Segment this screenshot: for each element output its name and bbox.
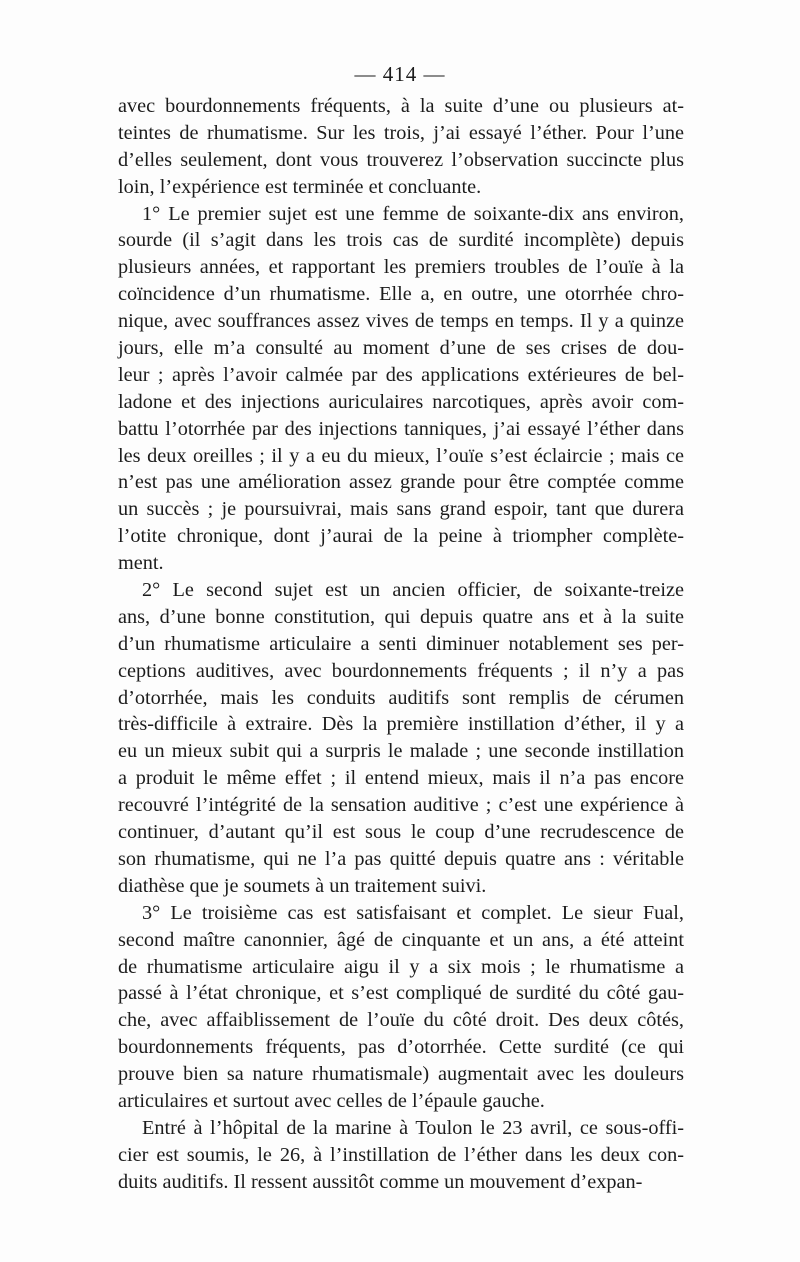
text-line: sourde (il s’agit dans les trois cas de surdité incomplète) depuis bbox=[118, 229, 684, 252]
text-line: nique, avec souffrances assez vives de temps en temps. Il y a quinze bbox=[118, 310, 684, 333]
paragraph bbox=[118, 1115, 684, 1196]
text-line: ment. bbox=[118, 552, 164, 575]
text-line: avec bourdonnements fréquents, à la suite d’une ou plusieurs at- bbox=[118, 95, 684, 117]
text-line: ans, d’une bonne constitution, qui depuis quatre ans et à la suite bbox=[118, 605, 684, 628]
text-line: recouvré l’intégrité de la sensation auditive ; c’est une expérience à bbox=[118, 794, 684, 817]
text-line: les deux oreilles ; il y a eu du mieux, l’ouïe s’est éclaircie ; mais ce bbox=[118, 444, 684, 467]
text-line: loin, l’expérience est terminée et concluante. bbox=[118, 175, 482, 198]
text-line: l’otite chronique, dont j’aurai de la peine à triompher complète- bbox=[118, 525, 684, 548]
text-line: articulaires et surtout avec celles de l’épaule gauche. bbox=[118, 1089, 545, 1112]
text-line: n’est pas une amélioration assez grande pour être comptée comme bbox=[118, 471, 684, 494]
text-line: d’elles seulement, dont vous trouverez l’observation succincte plus bbox=[118, 148, 684, 171]
text-line: teintes de rhumatisme. Sur les trois, j’ai essayé l’éther. Pour l’une bbox=[118, 121, 684, 144]
text-line: duits auditifs. Il ressent aussitôt comme un mouvement d’expan- bbox=[118, 1170, 643, 1193]
text-line: 3° Le troisième cas est satisfaisant et complet. Le sieur Fual, bbox=[142, 901, 684, 924]
text-line: prouve bien sa nature rhumatismale) augmentait avec les douleurs bbox=[118, 1063, 684, 1086]
text-line: che, avec affaiblissement de l’ouïe du côté droit. Des deux côtés, bbox=[118, 1009, 684, 1032]
text-line: a produit le même effet ; il entend mieux, mais il n’a pas encore bbox=[118, 767, 684, 790]
text-line: diathèse que je soumets à un traitement suivi. bbox=[118, 874, 487, 897]
text-line: Entré à l’hôpital de la marine à Toulon le 23 avril, ce sous-offi- bbox=[142, 1116, 684, 1139]
text-line: ceptions auditives, avec bourdonnements fréquents ; il n’y a pas bbox=[118, 659, 684, 682]
paragraph bbox=[118, 201, 684, 577]
text-line: passé à l’état chronique, et s’est compliqué de surdité du côté gau- bbox=[118, 982, 684, 1005]
text-line: 2° Le second sujet est un ancien officier, de soixante-treize bbox=[142, 579, 684, 602]
text-line: un succès ; je poursuivrai, mais sans grand espoir, tant que durera bbox=[118, 498, 684, 521]
text-line: eu un mieux subit qui a surpris le malade ; une seconde instillation bbox=[118, 740, 684, 763]
text-line: battu l’otorrhée par des injections tanniques, j’ai essayé l’éther dans bbox=[118, 417, 684, 440]
text-line: très-difficile à extraire. Dès la première instillation d’éther, il y a bbox=[118, 713, 684, 736]
paragraph bbox=[118, 900, 684, 1115]
text-line: ladone et des injections auriculaires narcotiques, après avoir com- bbox=[118, 390, 684, 413]
text-line: continuer, d’autant qu’il est sous le coup d’une recrudescence de bbox=[118, 821, 684, 844]
text-line: d’otorrhée, mais les conduits auditifs sont remplis de cérumen bbox=[118, 686, 684, 709]
text-line: 1° Le premier sujet est une femme de soixante-dix ans environ, bbox=[142, 202, 684, 225]
text-line: de rhumatisme articulaire aigu il y a six mois ; le rhumatisme a bbox=[118, 955, 684, 978]
text-line: cier est soumis, le 26, à l’instillation de l’éther dans les deux con- bbox=[118, 1143, 684, 1166]
page-number: — 414 — bbox=[354, 62, 446, 86]
text-line: bourdonnements fréquents, pas d’otorrhée. Cette surdité (ce qui bbox=[118, 1036, 684, 1059]
paragraph bbox=[118, 577, 684, 900]
text-line: second maître canonnier, âgé de cinquante et un ans, a été atteint bbox=[118, 928, 684, 951]
text-line: d’un rhumatisme articulaire a senti diminuer notablement ses per- bbox=[118, 632, 684, 655]
text-line: plusieurs années, et rapportant les premiers troubles de l’ouïe à la bbox=[118, 256, 684, 279]
text-line: son rhumatisme, qui ne l’a pas quitté depuis quatre ans : véritable bbox=[118, 847, 684, 870]
text-line: jours, elle m’a consulté au moment d’une de ses crises de dou- bbox=[118, 337, 684, 360]
text-line: coïncidence d’un rhumatisme. Elle a, en outre, une otorrhée chro- bbox=[118, 283, 684, 306]
body-text bbox=[118, 93, 684, 1196]
paragraph bbox=[118, 93, 684, 201]
text-line: leur ; après l’avoir calmée par des applications extérieures de bel- bbox=[118, 363, 684, 386]
